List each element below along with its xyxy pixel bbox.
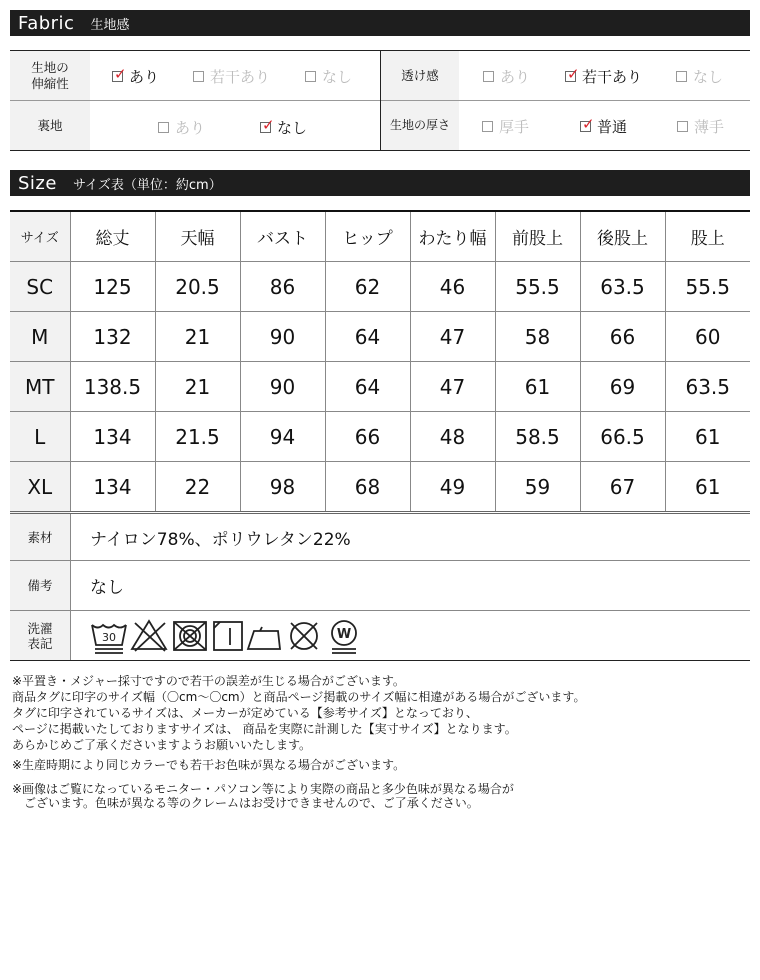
note-line: ※平置き・メジャー採寸ですので若干の誤差が生じる場合がございます。 bbox=[12, 674, 405, 688]
no-bleach-icon bbox=[132, 621, 166, 651]
header-cell: 後股上 bbox=[580, 211, 665, 262]
note-line: ※画像はご覧になっているモニター・パソコン等により実際の商品と多少色味が異なる場合が bbox=[12, 782, 514, 796]
table-cell: 61 bbox=[495, 362, 580, 412]
section-bottom-border bbox=[10, 660, 750, 661]
table-cell: 48 bbox=[410, 412, 495, 462]
table-cell: 134 bbox=[70, 462, 155, 513]
size-title: Size bbox=[18, 172, 57, 194]
table-cell: 138.5 bbox=[70, 362, 155, 412]
header-cell: わたり幅 bbox=[410, 211, 495, 262]
line-dry-shade-icon bbox=[214, 622, 242, 650]
stretch-option-yes[interactable]: ✓ あり bbox=[114, 65, 160, 86]
table-cell: 47 bbox=[410, 362, 495, 412]
table-cell: 90 bbox=[240, 312, 325, 362]
table-cell: 61 bbox=[665, 462, 750, 513]
fabric-subtitle: 生地感 bbox=[90, 17, 130, 33]
remarks-label: 備考 bbox=[10, 561, 71, 610]
note-line: あらかじめご了承くださいますようお願いいたします。 bbox=[12, 738, 312, 752]
header-cell: 総丈 bbox=[70, 211, 155, 262]
size-name-cell: MT bbox=[10, 362, 70, 412]
table-cell: 58 bbox=[495, 312, 580, 362]
table-cell: 132 bbox=[70, 312, 155, 362]
table-cell: 63.5 bbox=[665, 362, 750, 412]
care-icons bbox=[90, 617, 390, 657]
table-cell: 47 bbox=[410, 312, 495, 362]
size-name-cell: XL bbox=[10, 462, 70, 513]
iron-low-icon bbox=[246, 627, 280, 649]
table-cell: 20.5 bbox=[155, 262, 240, 312]
table-cell: 21 bbox=[155, 312, 240, 362]
size-name-cell: SC bbox=[10, 262, 70, 312]
table-cell: 66.5 bbox=[580, 412, 665, 462]
table-cell: 68 bbox=[325, 462, 410, 513]
table-cell: 94 bbox=[240, 412, 325, 462]
fabric-title: Fabric bbox=[18, 12, 75, 34]
sheer-label: 透け感 bbox=[381, 51, 459, 100]
stretch-option-no[interactable]: なし bbox=[305, 66, 352, 87]
table-cell: 66 bbox=[580, 312, 665, 362]
table-cell: 86 bbox=[240, 262, 325, 312]
care-row bbox=[10, 611, 750, 660]
no-tumble-dry-icon bbox=[174, 622, 206, 650]
note-line: ページに掲載いたしておりますサイズは、 商品を実際に計測した【実寸サイズ】となります。 bbox=[12, 722, 517, 736]
note-line: ※生産時期により同じカラーでも若干お色味が異なる場合がございます。 bbox=[12, 758, 406, 772]
table-row bbox=[10, 412, 750, 462]
size-name-cell: M bbox=[10, 312, 70, 362]
sheer-option-no[interactable]: なし bbox=[676, 66, 723, 87]
table-cell: 58.5 bbox=[495, 412, 580, 462]
thickness-option-thick[interactable]: 厚手 bbox=[482, 116, 529, 137]
header-cell: サイズ bbox=[10, 211, 70, 262]
header-cell: バスト bbox=[240, 211, 325, 262]
wet-clean-icon bbox=[332, 621, 356, 653]
no-dry-clean-icon bbox=[291, 623, 317, 649]
svg-text:30: 30 bbox=[102, 631, 116, 644]
size-name-cell: L bbox=[10, 412, 70, 462]
svg-text:W: W bbox=[336, 627, 352, 642]
header-cell: 前股上 bbox=[495, 211, 580, 262]
table-row bbox=[10, 262, 750, 312]
table-cell: 62 bbox=[325, 262, 410, 312]
table-cell: 55.5 bbox=[665, 262, 750, 312]
material-row bbox=[10, 514, 750, 560]
table-cell: 69 bbox=[580, 362, 665, 412]
size-header-row bbox=[10, 211, 750, 262]
table-cell: 22 bbox=[155, 462, 240, 513]
thickness-option-normal[interactable]: ✓ 普通 bbox=[582, 115, 628, 136]
table-cell: 125 bbox=[70, 262, 155, 312]
stretch-option-slight[interactable]: 若干あり bbox=[193, 66, 270, 87]
thickness-option-thin[interactable]: 薄手 bbox=[677, 116, 724, 137]
table-cell: 66 bbox=[325, 412, 410, 462]
table-cell: 59 bbox=[495, 462, 580, 513]
wash-30-icon bbox=[92, 625, 126, 653]
table-cell: 49 bbox=[410, 462, 495, 513]
table-cell: 63.5 bbox=[580, 262, 665, 312]
note-line: 商品タグに印字のサイズ幅（〇cm～〇cm）と商品ページ掲載のサイズ幅に相違がある場合がございます。 bbox=[12, 690, 586, 704]
material-label: 素材 bbox=[10, 514, 71, 560]
table-cell: 64 bbox=[325, 312, 410, 362]
lining-option-yes[interactable]: あり bbox=[158, 117, 205, 138]
lining-label: 裏地 bbox=[10, 101, 90, 150]
table-row bbox=[10, 362, 750, 412]
size-table bbox=[10, 210, 750, 514]
table-row bbox=[10, 312, 750, 362]
table-cell: 60 bbox=[665, 312, 750, 362]
table-cell: 67 bbox=[580, 462, 665, 513]
stretch-label: 生地の 伸縮性 bbox=[10, 51, 90, 100]
remarks-value: なし bbox=[90, 578, 124, 598]
table-cell: 46 bbox=[410, 262, 495, 312]
note-line: タグに印字されているサイズは、メーカーが定めている【参考サイズ】となっており、 bbox=[12, 706, 478, 720]
table-cell: 55.5 bbox=[495, 262, 580, 312]
size-header bbox=[10, 170, 750, 196]
sheer-option-slight[interactable]: ✓ 若干あり bbox=[567, 65, 643, 86]
table-cell: 90 bbox=[240, 362, 325, 412]
fabric-bottom-border bbox=[10, 150, 750, 151]
header-cell: ヒップ bbox=[325, 211, 410, 262]
table-cell: 61 bbox=[665, 412, 750, 462]
remarks-row bbox=[10, 561, 750, 610]
table-cell: 21 bbox=[155, 362, 240, 412]
header-cell: 天幅 bbox=[155, 211, 240, 262]
sheer-option-yes[interactable]: あり bbox=[483, 66, 530, 87]
note-line: ございます。色味が異なる等のクレームはお受けできませんので、ご了承ください。 bbox=[12, 796, 479, 810]
table-cell: 64 bbox=[325, 362, 410, 412]
fabric-header bbox=[10, 10, 750, 36]
table-row bbox=[10, 462, 750, 513]
size-subtitle: サイズ表（単位：約cm） bbox=[72, 177, 222, 193]
thickness-label: 生地の厚さ bbox=[381, 101, 459, 150]
table-cell: 134 bbox=[70, 412, 155, 462]
table-cell: 21.5 bbox=[155, 412, 240, 462]
table-cell: 98 bbox=[240, 462, 325, 513]
lining-option-no[interactable]: ✓ なし bbox=[262, 116, 308, 137]
care-label: 洗濯 表記 bbox=[10, 611, 71, 660]
header-cell: 股上 bbox=[665, 211, 750, 262]
material-value: ナイロン78%、ポリウレタン22% bbox=[90, 529, 351, 550]
